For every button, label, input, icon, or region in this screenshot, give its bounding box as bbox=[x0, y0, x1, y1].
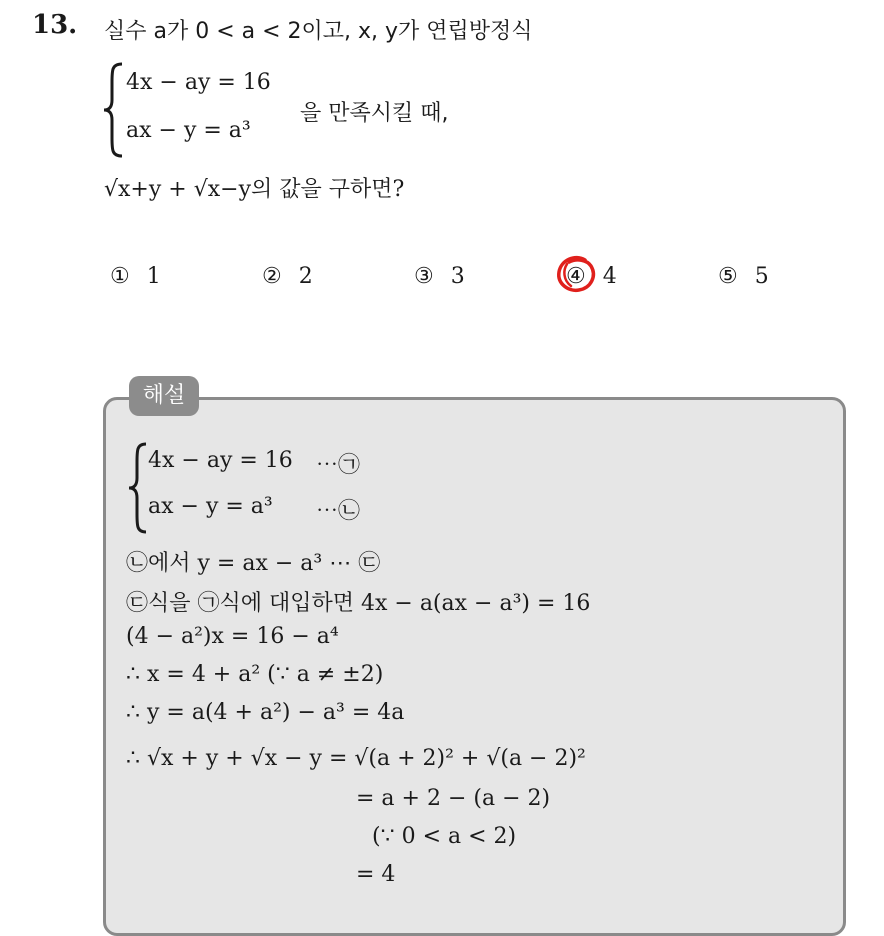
system-equation-1: 4x − ay = 16 bbox=[126, 70, 271, 95]
choice-marker: ③ bbox=[414, 264, 434, 289]
solution-line-3: (4 − a²)x = 16 − a⁴ bbox=[126, 624, 339, 649]
solution-equation-1: 4x − ay = 16 bbox=[148, 448, 293, 473]
solution-line-5: ∴ y = a(4 + a²) − a³ = 4a bbox=[126, 700, 405, 725]
choice-value: 3 bbox=[450, 264, 465, 289]
solution-equation-2-label: ⋯㉡ bbox=[316, 499, 361, 524]
solution-tag: 해설 bbox=[129, 376, 199, 416]
choice-2[interactable] bbox=[262, 264, 313, 289]
solution-line-7: = a + 2 − (a − 2) bbox=[356, 786, 551, 811]
choice-value: 5 bbox=[754, 264, 769, 289]
problem-number: 13. bbox=[32, 10, 78, 40]
choice-5[interactable] bbox=[718, 264, 769, 289]
choice-value: 2 bbox=[298, 264, 313, 289]
solution-line-6: ∴ √x + y + √x − y = √(a + 2)² + √(a − 2)² bbox=[126, 746, 586, 771]
solution-line-9: = 4 bbox=[356, 862, 396, 887]
system-suffix: 을 만족시킬 때, bbox=[300, 101, 449, 126]
choice-1[interactable] bbox=[110, 264, 161, 289]
solution-line-4: ∴ x = 4 + a² (∵ a ≠ ±2) bbox=[126, 662, 384, 687]
solution-equation-2: ax − y = a³ bbox=[148, 494, 273, 519]
choice-marker: ② bbox=[262, 264, 282, 289]
choice-marker: ④ bbox=[566, 264, 586, 289]
choice-value: 4 bbox=[602, 264, 617, 289]
choice-marker: ⑤ bbox=[718, 264, 738, 289]
answer-circle-mark bbox=[555, 254, 599, 296]
solution-line-8: (∵ 0 < a < 2) bbox=[372, 824, 517, 849]
choice-value: 1 bbox=[146, 264, 161, 289]
choice-3[interactable] bbox=[414, 264, 465, 289]
solution-equation-1-label: ⋯㉠ bbox=[316, 453, 361, 478]
system-equation-2: ax − y = a³ bbox=[126, 118, 251, 143]
question-expression: √x+y + √x−y의 값을 구하면? bbox=[104, 177, 405, 202]
choice-marker: ① bbox=[110, 264, 130, 289]
solution-line-1: ㉡에서 y = ax − a³ ⋯ ㉢ bbox=[126, 551, 381, 576]
problem-statement: 실수 a가 0 < a < 2이고, x, y가 연립방정식 bbox=[104, 19, 533, 44]
solution-line-2: ㉢식을 ㉠식에 대입하면 4x − a(ax − a³) = 16 bbox=[126, 591, 591, 616]
